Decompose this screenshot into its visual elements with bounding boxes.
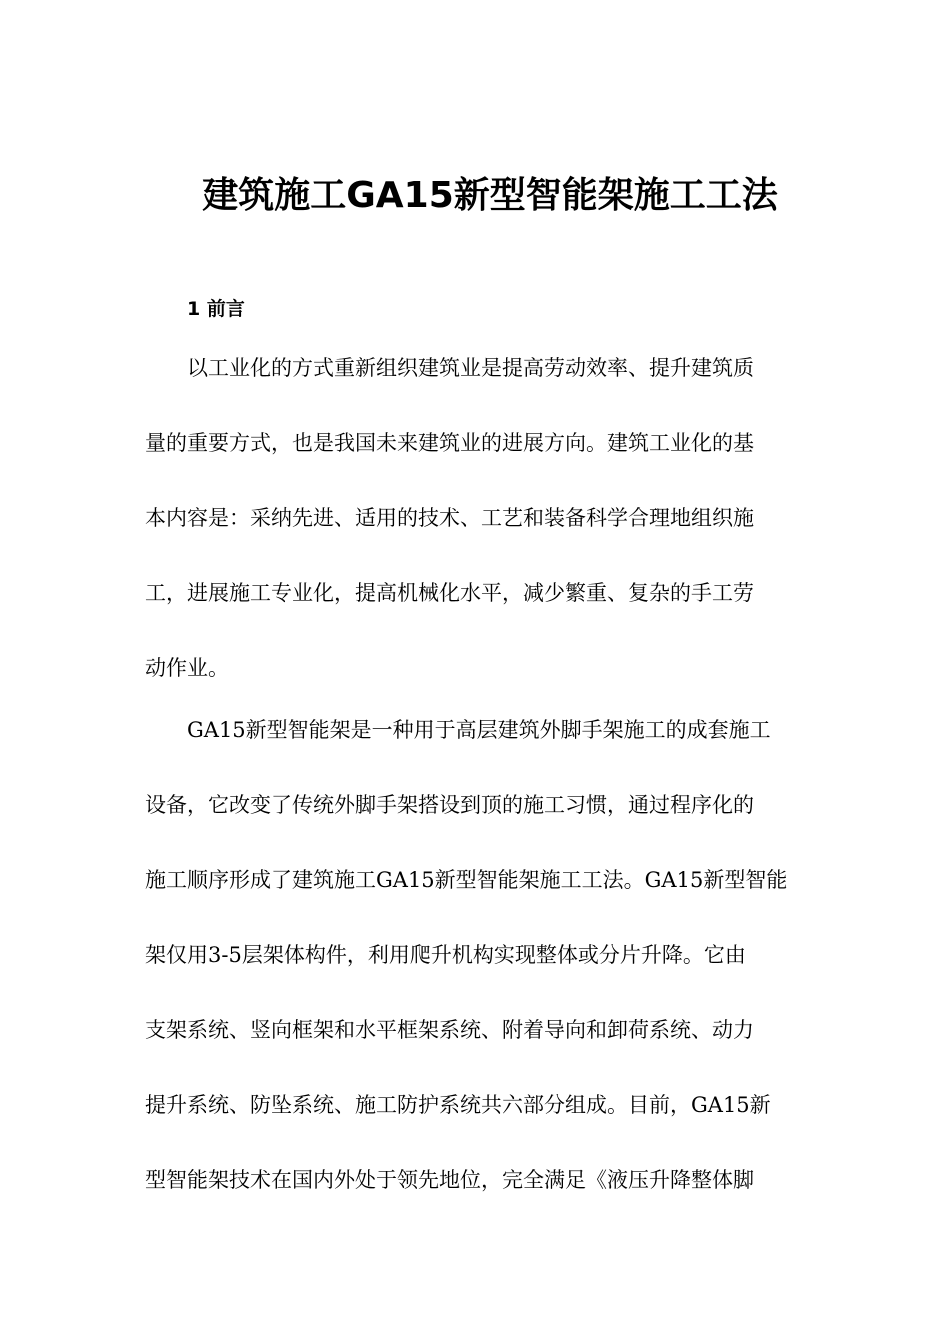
paragraph-line: 架仅用3-5层架体构件，利用爬升机构实现整体或分片升降。它由 [145, 943, 746, 967]
paragraph-line: 动作业。 [145, 656, 229, 680]
section-heading: 1 前言 [187, 298, 245, 320]
paragraph-line: 本内容是：采纳先进、适用的技术、工艺和装备科学合理地组织施 [145, 506, 754, 530]
paragraph-line: 工，进展施工专业化，提高机械化水平，减少繁重、复杂的手工劳 [145, 581, 754, 605]
paragraph-line: 型智能架技术在国内外处于领先地位，完全满足《液压升降整体脚 [145, 1168, 754, 1192]
paragraph-line: GA15新型智能架是一种用于高层建筑外脚手架施工的成套施工 [187, 718, 771, 742]
paragraph-line: 以工业化的方式重新组织建筑业是提高劳动效率、提升建筑质 [187, 356, 754, 380]
paragraph-line: 提升系统、防坠系统、施工防护系统共六部分组成。目前，GA15新 [145, 1093, 771, 1117]
paragraph-line: 量的重要方式，也是我国未来建筑业的进展方向。建筑工业化的基 [145, 431, 754, 455]
paragraph-line: 施工顺序形成了建筑施工GA15新型智能架施工工法。GA15新型智能 [145, 868, 788, 892]
paragraph-line: 设备，它改变了传统外脚手架搭设到顶的施工习惯，通过程序化的 [145, 793, 754, 817]
document-title: 建筑施工GA15新型智能架施工工法 [202, 175, 778, 216]
paragraph-line: 支架系统、竖向框架和水平框架系统、附着导向和卸荷系统、动力 [145, 1018, 754, 1042]
